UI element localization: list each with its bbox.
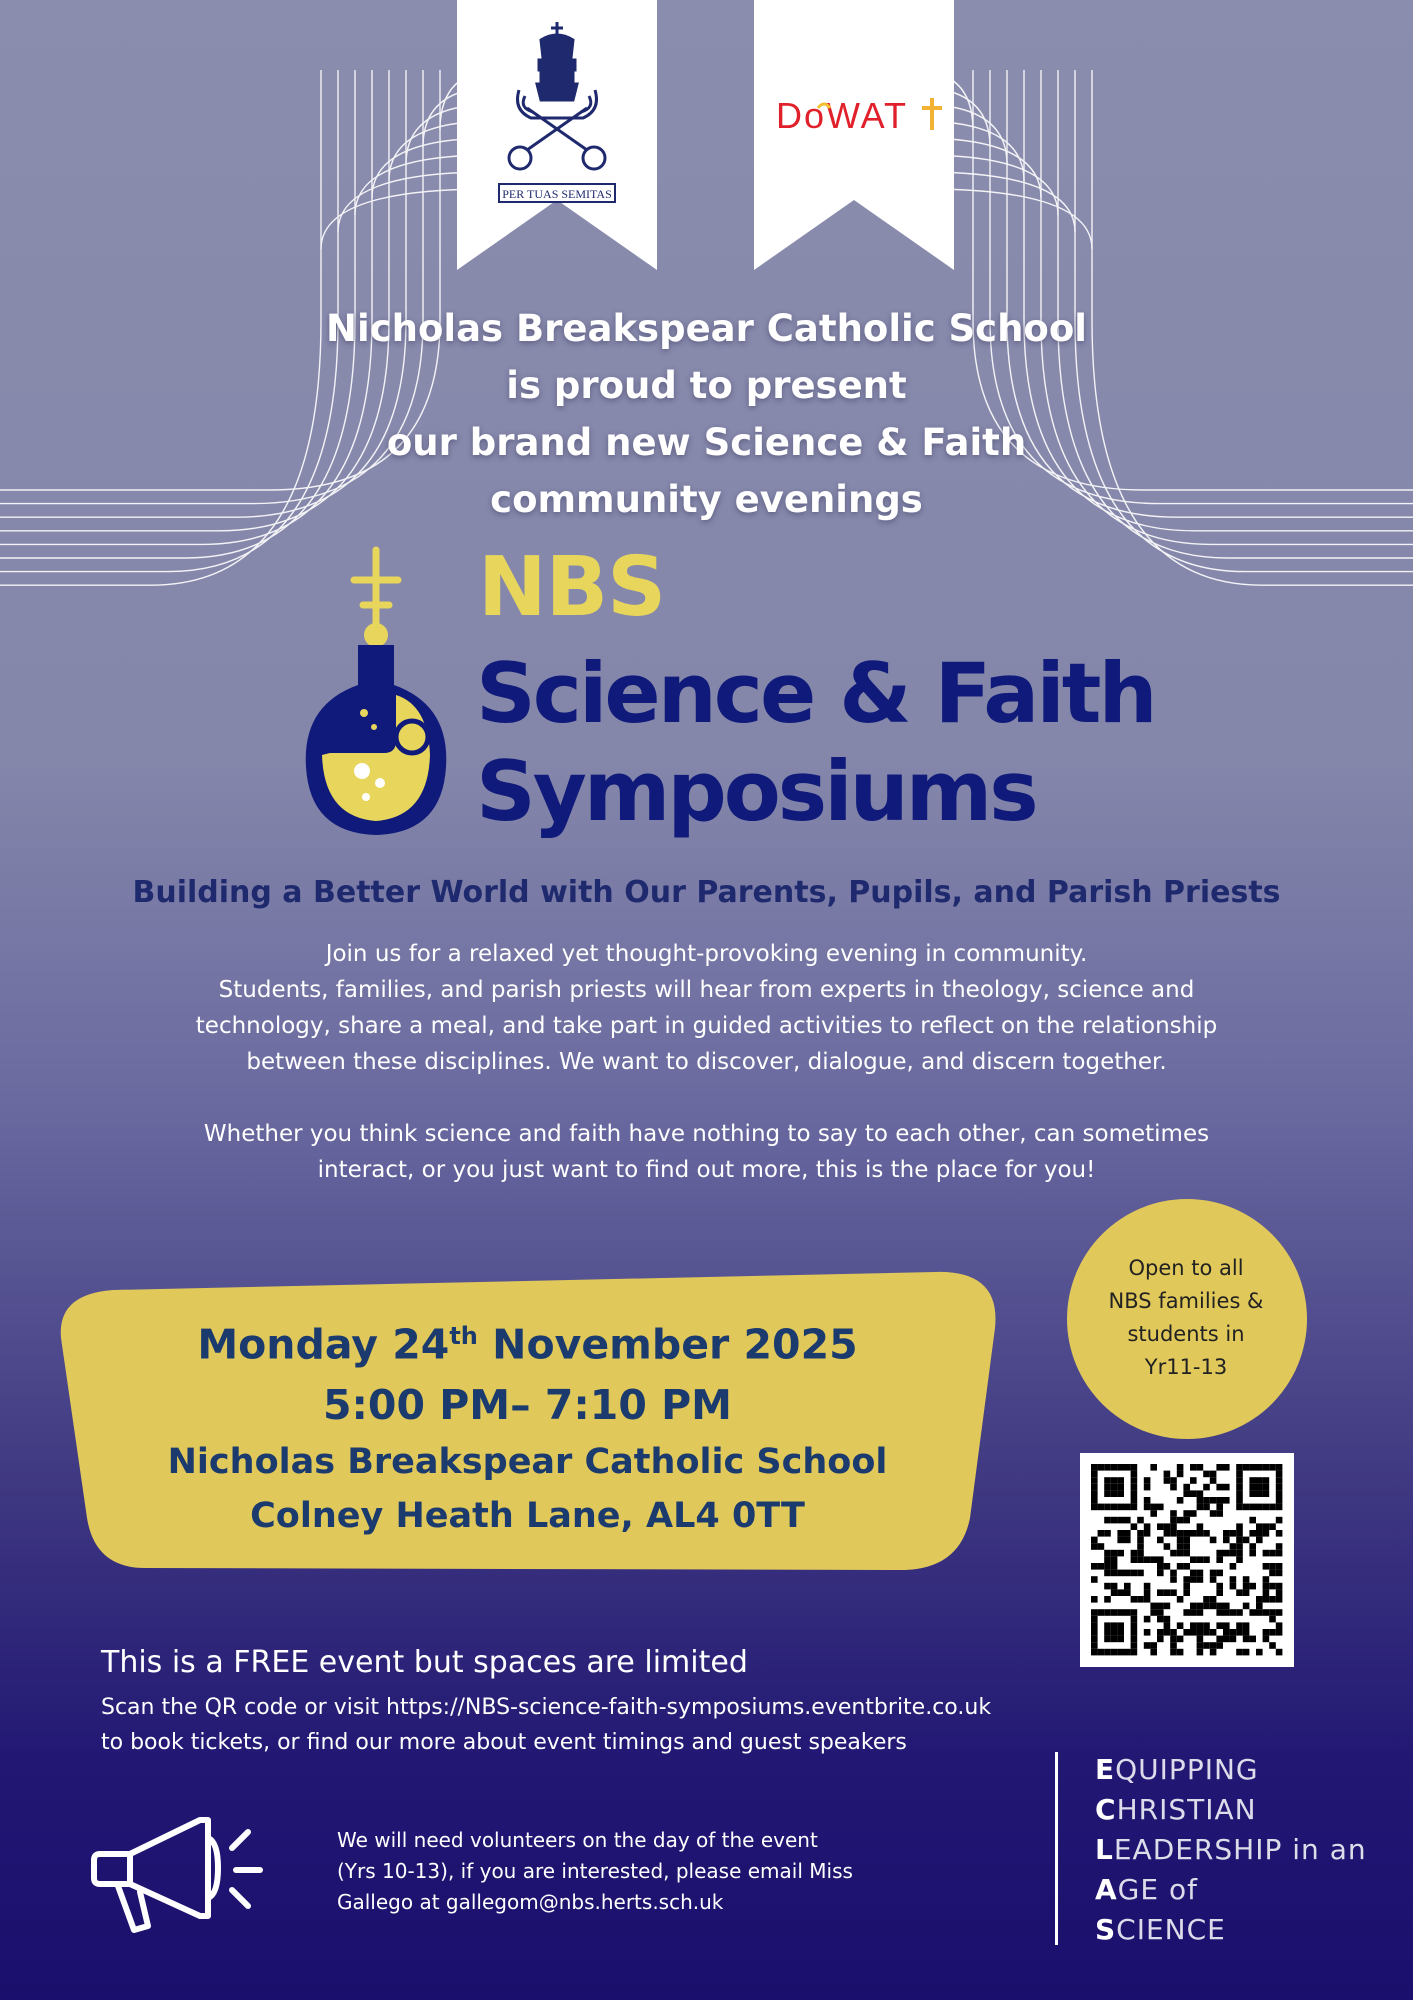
volunteer-line: (Yrs 10-13), if you are interested, please email Miss	[337, 1859, 853, 1883]
acronym-divider	[1055, 1752, 1058, 1945]
headline-line: Nicholas Breakspear Catholic School	[326, 307, 1087, 350]
description-line: interact, or you just want to find out more, this is the place for you!	[317, 1157, 1096, 1183]
audience-badge-line: Open to all	[1128, 1256, 1244, 1280]
dowat-banner	[754, 0, 954, 270]
volunteer-notice	[337, 1825, 853, 1918]
event-venue: Nicholas Breakspear Catholic School	[167, 1441, 888, 1482]
acronym-line: LEADERSHIP in an	[1095, 1833, 1367, 1866]
volunteer-line: We will need volunteers on the day of the event	[337, 1828, 818, 1852]
flask-cross-icon	[300, 545, 460, 845]
event-details	[60, 1306, 995, 1543]
acronym-line: AGE of	[1095, 1873, 1198, 1906]
headline-line: community evenings	[490, 478, 923, 521]
headline-line: is proud to present	[506, 364, 907, 407]
audience-badge-line: students in	[1127, 1322, 1245, 1346]
acronym-line: CHRISTIAN	[1095, 1793, 1257, 1826]
tagline: Building a Better World with Our Parents, Pupils, and Parish Priests	[132, 875, 1281, 910]
description-line: Students, families, and parish priests will hear from experts in theology, science and	[218, 977, 1195, 1003]
description-line: Whether you think science and faith have nothing to say to each other, can sometimes	[203, 1121, 1210, 1147]
qr-code-icon[interactable]	[1080, 1453, 1294, 1667]
event-time: 5:00 PM– 7:10 PM	[323, 1380, 732, 1429]
event-date-month: November 2025	[477, 1320, 858, 1369]
free-event-notice: This is a FREE event but spaces are limited	[101, 1645, 748, 1680]
audience-badge-line: Yr11-13	[1144, 1355, 1228, 1379]
event-date	[60, 1306, 995, 1375]
description	[110, 936, 1303, 1188]
acronym-block	[1095, 1750, 1367, 1950]
acronym-line: SCIENCE	[1095, 1913, 1226, 1946]
megaphone-icon	[90, 1808, 280, 1938]
description-line: technology, share a meal, and take part in guided activities to reflect on the relationship	[195, 1013, 1218, 1039]
booking-link-line[interactable]: Scan the QR code or visit https://NBS-science-faith-symposiums.eventbrite.co.uk	[101, 1695, 992, 1720]
description-line: between these disciplines. We want to discover, dialogue, and discern together.	[246, 1049, 1167, 1075]
audience-badge-line: NBS families &	[1108, 1289, 1264, 1313]
logo-symposiums-text: Symposiums	[476, 743, 1036, 840]
school-crest-banner	[457, 0, 657, 270]
dowat-logo: DoWAT	[776, 95, 908, 136]
description-line: Join us for a relaxed yet thought-provoking evening in community.	[325, 941, 1088, 967]
event-date-day: Monday 24	[197, 1320, 450, 1369]
headline	[180, 300, 1233, 528]
audience-badge-text	[1068, 1252, 1304, 1384]
logo-nbs-text: NBS	[478, 540, 666, 635]
acronym-line: EQUIPPING	[1095, 1753, 1259, 1786]
booking-instructions	[101, 1690, 991, 1760]
event-address: Colney Heath Lane, AL4 0TT	[250, 1495, 805, 1536]
volunteer-email-line[interactable]: Gallego at gallegom@nbs.herts.sch.uk	[337, 1890, 724, 1914]
headline-line: our brand new Science & Faith	[386, 421, 1027, 464]
logo-science-faith-text: Science & Faith	[476, 645, 1155, 742]
crest-motto: PER TUAS SEMITAS	[502, 187, 612, 201]
event-date-suffix: th	[449, 1322, 478, 1350]
booking-instructions-line: to book tickets, or find our more about event timings and guest speakers	[101, 1730, 907, 1755]
